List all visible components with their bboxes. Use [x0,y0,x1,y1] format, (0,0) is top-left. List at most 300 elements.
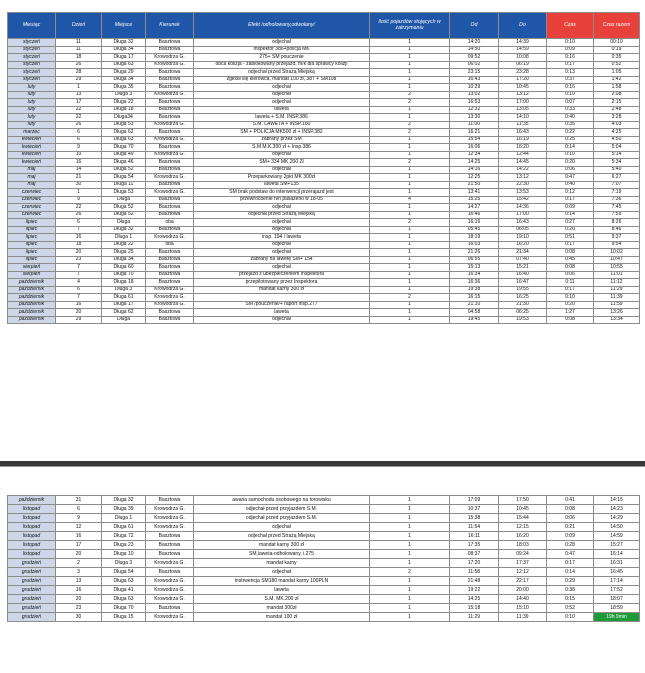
table-cell: odjechał [194,151,370,159]
table-cell: 14:15 [594,496,640,505]
table-cell: Krowodrza G. [146,577,194,586]
table-cell: 14:25 [450,595,499,604]
table-cell: 0:16 [547,84,594,92]
table-cell: Basztowa [146,279,194,287]
header-cell-to: Do [499,13,547,39]
table-cell: styczeń [8,61,56,69]
table-cell: Długa 22 [102,241,146,249]
table-cell: 0:52 [594,61,640,69]
header-cell-time: Czas [547,13,594,39]
table-cell: 4:50 [594,136,640,144]
header-cell-effect: Efekt /odholowany,odwołany/ [194,13,370,39]
table-cell: 0:20 [547,226,594,234]
table-cell: 7 [56,226,102,234]
table-cell: 0:41 [547,496,594,505]
table-cell: laweta [194,586,370,595]
bottom-table-body [8,496,640,622]
table-cell: 5:34 [594,159,640,167]
table-cell: Basztowa [146,204,194,212]
table-cell: 21 [56,174,102,182]
table-cell: SM brak podstaw do interwencji przerajazd jest [194,189,370,197]
table-cell: 15:10 [499,604,547,613]
table-cell: 17:20 [499,76,547,84]
table-cell: 10:29 [450,84,499,92]
table-cell: 7 [56,271,102,279]
table-cell: Basztowa [146,496,194,505]
table-cell: 2 [370,91,450,99]
table-cell: grudzień [8,604,56,613]
table-cell: 06:19 [499,61,547,69]
table-cell: Basztowa [146,166,194,174]
table-cell: 15:25 [450,196,499,204]
table-cell: insp. 194 / laweta [194,234,370,242]
table-cell: 0:10 [547,294,594,302]
table-row [8,54,640,62]
table-cell: 15:13 [450,264,499,272]
table-cell: obca kolizja - zablokowany przejazd, m/k dla sprawcy kolizji [194,61,370,69]
table-cell: Basztowa [146,568,194,577]
table-cell: 10:08 [499,54,547,62]
table-cell: SM,laweta-odholowany, i.275 [194,550,370,559]
table-cell: 08:37 [450,550,499,559]
table-cell: 1:05 [594,69,640,77]
table-row [8,309,640,317]
table-cell: 0:20 [547,301,594,309]
table-cell: 0:51 [547,234,594,242]
table-cell: 0:40 [547,181,594,189]
table-cell: 14:50 [594,523,640,532]
table-cell: Długa 70 [102,271,146,279]
table-cell: 14:23 [594,505,640,514]
table-cell: odjechał [194,523,370,532]
table-cell: odjechał [194,166,370,174]
table-cell: 1 [370,39,450,47]
table-cell: Długa 61 [102,294,146,302]
table-cell: 16:46 [450,211,499,219]
table-row [8,196,640,204]
table-cell: grudzień [8,595,56,604]
table-cell: 17:35 [450,541,499,550]
table-cell: SM+ 334 MK 200 Zł [194,159,370,167]
table-row [8,264,640,272]
table-cell: 1 [370,309,450,317]
header-cell-direction: Kierunek [146,13,194,39]
table-cell: 1 [370,550,450,559]
table-cell: 4 [370,196,450,204]
table-cell: 6 [56,219,102,227]
table-cell: Długa 25 [102,249,146,257]
table-cell: 13:53 [499,189,547,197]
table-row [8,532,640,541]
table-cell: 21:26 [450,249,499,257]
table-cell: 09:52 [450,54,499,62]
table-cell: 12:15 [499,523,547,532]
table-cell: 1 [370,241,450,249]
table-cell: 3 [56,568,102,577]
table-cell: 14:59 [594,532,640,541]
table-cell: 26 [56,61,102,69]
table-cell: odjechał [194,241,370,249]
table-cell: Krowodrza G. [146,523,194,532]
table-row [8,523,640,532]
table-cell: Basztowa [146,541,194,550]
table-cell: 1 [370,136,450,144]
table-cell: 0:33 [547,106,594,114]
table-cell: 2 [370,99,450,107]
table-cell: oba [146,241,194,249]
table-cell: 21:50 [450,181,499,189]
table-cell: Krowodrza G. [146,301,194,309]
table-cell: 16:53 [450,99,499,107]
table-cell: 1 [370,114,450,122]
table-cell: 0:10 [547,39,594,47]
table-cell: 17:50 [499,496,547,505]
table-cell: Basztowa [146,604,194,613]
table-cell: 21:48 [450,577,499,586]
table-row [8,91,640,99]
table-row [8,99,640,107]
table-cell: 14:45 [499,159,547,167]
table-cell: 0:14 [547,211,594,219]
table-row [8,121,640,129]
table-cell: 2 [370,219,450,227]
table-cell: 19:38 [450,286,499,294]
table-row [8,595,640,604]
table-cell: 06:25 [499,309,547,317]
table-cell: 1 [56,84,102,92]
table-cell: 0:10 [547,91,594,99]
table-cell: Krowodrza G. [146,559,194,568]
table-cell: 09:24 [499,550,547,559]
table-cell: 16:43 [450,76,499,84]
table-cell: odjechał przed Strażą Miejską [194,211,370,219]
table-cell: Długa 35 [102,84,146,92]
table-cell: 1 [370,69,450,77]
table-cell: mandat karny 300 zł [194,541,370,550]
table-cell: 05:45 [450,226,499,234]
table-cell: 0:06 [547,166,594,174]
table-cell: 13:41 [450,189,499,197]
table-cell: 6 [56,505,102,514]
table-cell: 0:08 [547,316,594,324]
table-cell: 0:14 [547,144,594,152]
table-cell: 12:12 [499,568,547,577]
table-cell: Długa [102,316,146,324]
table-cell: kwiecień [8,151,56,159]
table-cell: 0:14 [547,568,594,577]
table-cell: 10:45 [499,84,547,92]
table-cell: 0:16 [547,54,594,62]
table-cell: 0:45 [547,256,594,264]
table-cell: Długa [102,196,146,204]
table-row [8,69,640,77]
table-cell: 0:12 [547,189,594,197]
table-row [8,256,640,264]
table-cell: 0:22 [547,129,594,137]
table-row [8,604,640,613]
table-cell: 7:07 [594,181,640,189]
table-cell: laweta [194,309,370,317]
table-cell: 1 [370,613,450,622]
table-cell: czerwiec [8,211,56,219]
table-cell: 18:03 [499,541,547,550]
table-cell: 1 [370,301,450,309]
table-cell: 0:38 [547,586,594,595]
table-cell: 31 [56,496,102,505]
table-cell: 16:25 [499,294,547,302]
table-cell: 1 [370,249,450,257]
table-cell: marzec [8,129,56,137]
table-cell: 0:08 [547,505,594,514]
table-cell: 14:22 [499,166,547,174]
table-cell: Długa 46 [102,159,146,167]
table-cell: Krowodrza G. [146,189,194,197]
table-cell: 14:40 [499,595,547,604]
table-cell: 28 [56,69,102,77]
table-row [8,174,640,182]
total-time-cell: 19h 9min [594,613,640,622]
table-cell: Długa 63 [102,595,146,604]
table-cell: grudzień [8,559,56,568]
table-cell: Basztowa [146,46,194,54]
table-cell: 12:32 [450,106,499,114]
table-cell: 17:20 [450,559,499,568]
table-cell: 5:14 [594,151,640,159]
table-row [8,76,640,84]
table-cell: odjechał [194,219,370,227]
table-cell: 1 [370,84,450,92]
table-cell: październik [8,279,56,287]
table-cell: Długa 29 [102,69,146,77]
table-cell: 11:00 [450,121,499,129]
table-cell: 17:37 [499,559,547,568]
table-cell: 10:45 [499,505,547,514]
table-cell: mandat karny [194,559,370,568]
table-cell: Basztowa [146,550,194,559]
table-cell: 16 [56,301,102,309]
table-cell: 7 [56,294,102,302]
table-row [8,189,640,197]
table-cell: 14:50 [450,46,499,54]
table-cell: 1 [370,279,450,287]
table-cell: Krowodrza G. [146,505,194,514]
table-cell: 1 [56,189,102,197]
table-cell: 14:16 [450,166,499,174]
table-cell: Krowodrza G. [146,174,194,182]
table-cell: grudzień [8,568,56,577]
table-cell: Długa 60 [102,264,146,272]
table-cell: 17:00 [499,211,547,219]
table-cell: Krowodrza G. [146,136,194,144]
header-cell-vehicle-count: Ilość pojazdów stojących w zatrzymaniu [370,13,450,39]
table-cell: zgłosił się kierowca, mandat 100 zł, 387 + SM108 [194,76,370,84]
table-cell: odjechał [194,316,370,324]
table-row [8,541,640,550]
table-cell: Basztowa [146,106,194,114]
table-cell: 2 [370,294,450,302]
table-cell: Krowodrza G. [146,151,194,159]
table-cell: lipiec [8,226,56,234]
table-cell: 16:43 [499,219,547,227]
table-cell: czerwiec [8,189,56,197]
table-cell: 18 [56,241,102,249]
table-cell: październik [8,309,56,317]
table-cell: odjechał [194,226,370,234]
table-cell: październik [8,301,56,309]
table-cell: 0:20 [547,159,594,167]
table-cell: Długa 62 [102,309,146,317]
table-row [8,61,640,69]
table-cell: 20:00 [499,586,547,595]
table-row [8,211,640,219]
table-row [8,241,640,249]
table-cell: odjechał [194,99,370,107]
table-cell: przepilotowany przez Inspektora [194,279,370,287]
table-cell: 23 [56,256,102,264]
table-cell: 0:10 [547,151,594,159]
table-cell: Inspektor 386+policja MK [194,46,370,54]
table-cell: mandat karny 300 zł [194,286,370,294]
table-cell: 23:28 [499,69,547,77]
table-row [8,514,640,523]
table-cell: odjechał przed Strażą Miejską [194,69,370,77]
table-cell: 7:19 [594,189,640,197]
table-cell: 12:44 [499,151,547,159]
table-cell: 16:06 [450,144,499,152]
table-cell: 16:40 [499,271,547,279]
table-cell: 17:14 [594,577,640,586]
table-cell: odjechał [194,91,370,99]
header-cell-from: Od [450,13,499,39]
table-cell: październik [8,286,56,294]
table-cell: 1 [370,234,450,242]
table-cell: luty [8,84,56,92]
table-cell: 16:11 [450,532,499,541]
table-cell: lipiec [8,256,56,264]
table-cell: 275+ SM pouczenie [194,54,370,62]
table-cell: Basztowa [146,69,194,77]
table-row [8,294,640,302]
table-cell: 26 [56,211,102,219]
table-cell: Basztowa [146,39,194,47]
header-cell-place: Miejsce [102,13,146,39]
table-cell: laweta SM+135 [194,181,370,189]
table-cell: 11:54 [450,523,499,532]
table-cell: Długa 17 [102,301,146,309]
table-cell: 1 [370,174,450,182]
table-cell: listopad [8,541,56,550]
table-cell: 1 [370,211,450,219]
table-cell: 11:39 [594,294,640,302]
table-cell: 19:53 [499,316,547,324]
table-cell: 30 [56,613,102,622]
table-cell: 1:27 [547,309,594,317]
table-cell: Krowodrza G. [146,61,194,69]
table-cell: 2:15 [594,99,640,107]
page-gap-line [0,466,645,467]
table-cell: 21:30 [499,301,547,309]
table-cell: 1 [370,181,450,189]
table-cell: laweta [194,106,370,114]
table-cell: Krowodrza G. [146,586,194,595]
table-cell: Długa 52 [102,166,146,174]
table-cell: 16 [56,234,102,242]
table-cell: 07:40 [499,256,547,264]
header-cell-day: Dzień [56,13,102,39]
table-cell: 11 [56,39,102,47]
table-cell: 16:14 [594,550,640,559]
table-cell: 22:17 [499,577,547,586]
table-cell: Basztowa [146,226,194,234]
table-cell: 7:45 [594,204,640,212]
table-cell: 0:17 [547,241,594,249]
table-cell: 9 [56,514,102,523]
table-cell: 15:21 [499,264,547,272]
table-cell: Krowodrza G. [146,514,194,523]
table-cell: 0:17 [547,61,594,69]
table-cell: Krowodrza G. [146,294,194,302]
table-cell: 20 [56,249,102,257]
table-cell: 1 [370,264,450,272]
table-cell: 06:05 [499,226,547,234]
table-cell: 0:11 [547,279,594,287]
table-cell: listopad [8,505,56,514]
table-cell: 11:01 [594,271,640,279]
table-cell: maj [8,166,56,174]
table-cell: Długa 72 [102,532,146,541]
table-cell: 0:08 [547,249,594,257]
table-cell: Długa 53 [102,189,146,197]
table-cell: mandat 100 zł [194,613,370,622]
table-cell: Długa 70 [102,144,146,152]
table-cell: 2 [370,159,450,167]
table-cell: 0:29 [547,577,594,586]
table-cell: 14:36 [499,204,547,212]
table-cell: 1 [370,76,450,84]
table-cell: kwiecień [8,159,56,167]
table-cell: Długa 18 [102,279,146,287]
table-cell: listopad [8,523,56,532]
table-cell: odjechał [194,249,370,257]
table-cell: 0:09 [547,532,594,541]
table-row [8,151,640,159]
table-cell: Basztowa [146,181,194,189]
table-cell: 17 [56,541,102,550]
table-cell: 20 [56,595,102,604]
table-cell: Długa 3 [102,91,146,99]
table-cell: 5:40 [594,166,640,174]
table-cell: czerwiec [8,204,56,212]
table-cell: 0:17 [547,196,594,204]
table-cell: Długa 34 [102,256,146,264]
table-row [8,106,640,114]
table-row [8,249,640,257]
table-cell: Długa 23 [102,541,146,550]
table-cell: 11:58 [450,568,499,577]
table-cell: 1 [370,577,450,586]
table-cell: 16:47 [499,279,547,287]
table-cell: przewróc8enie n/n pasażerki w 18-05 [194,196,370,204]
table-cell: 13:34 [594,316,640,324]
table-cell: Długa 54 [102,568,146,577]
table-cell: 0:27 [547,219,594,227]
table-row [8,46,640,54]
table-cell: zabrany przez SM [194,136,370,144]
table-cell: 0:47 [547,174,594,182]
table-cell: 6 [56,129,102,137]
table-row [8,129,640,137]
table-row [8,301,640,309]
